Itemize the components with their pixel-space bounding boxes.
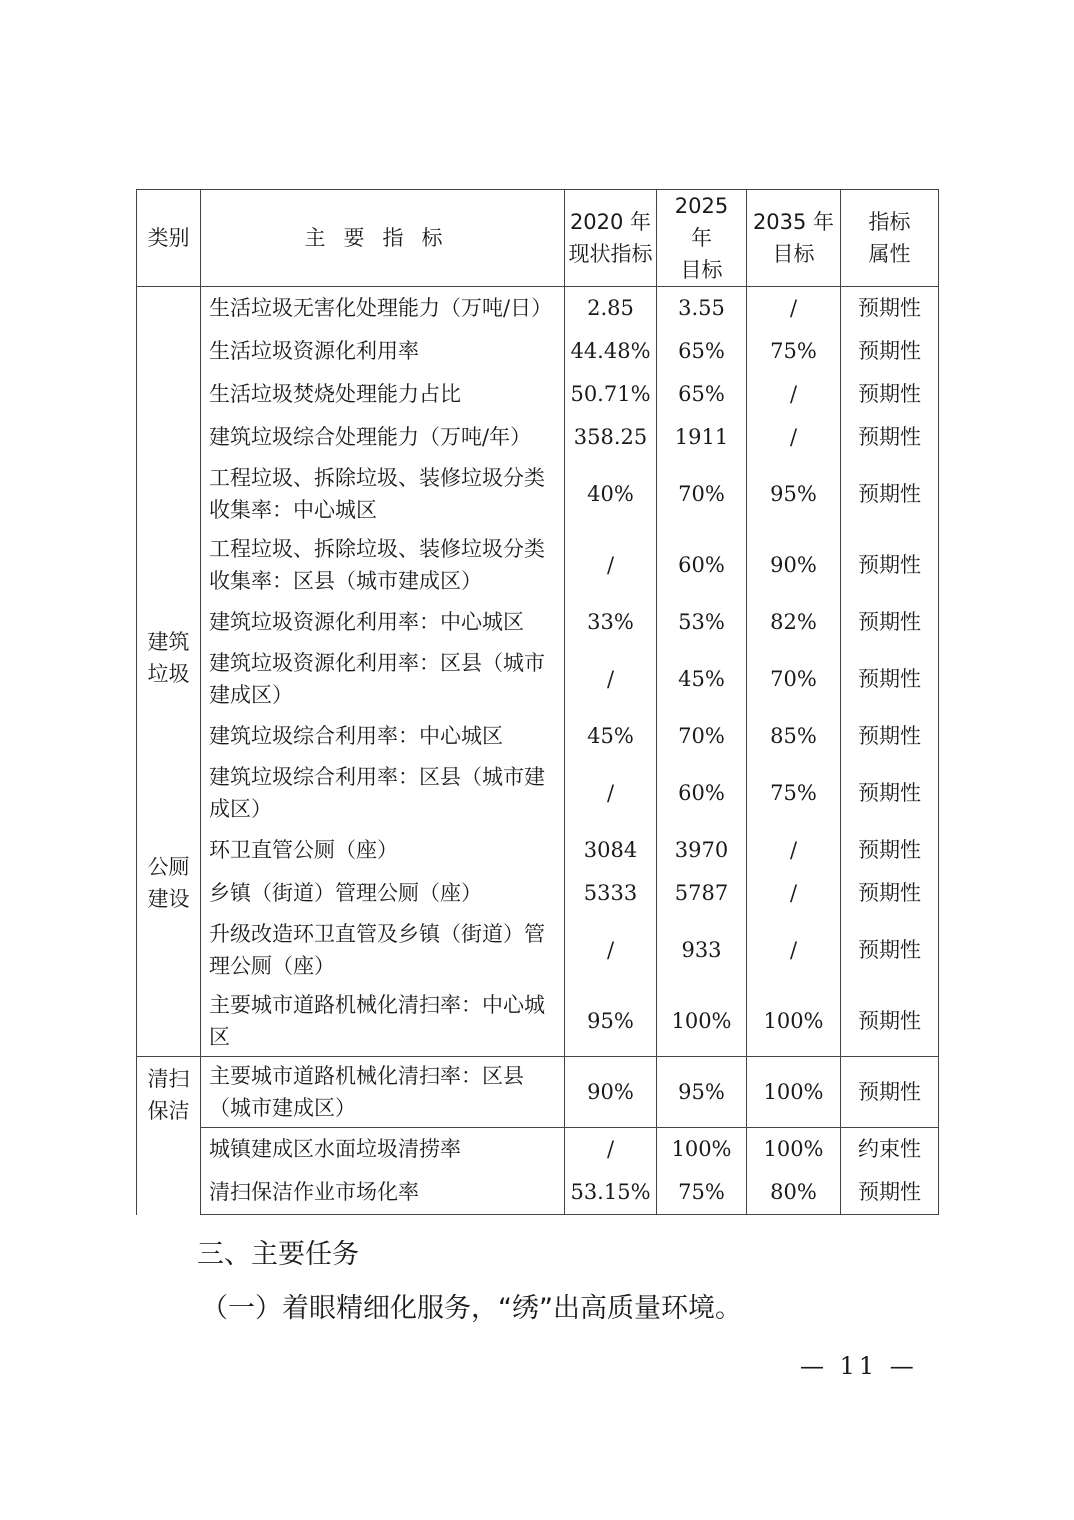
- value-2020: 44.48%: [565, 330, 657, 373]
- indicator-cell: 环卫直管公厕（座）: [201, 829, 565, 872]
- indicator-cell: 生活垃圾无害化处理能力（万吨/日）: [201, 287, 565, 330]
- value-2025: 75%: [657, 1171, 747, 1215]
- attribute-cell: 预期性: [841, 715, 939, 758]
- value-2025: 933: [657, 915, 747, 986]
- value-2035: 82%: [747, 601, 841, 644]
- value-2035: /: [747, 829, 841, 872]
- value-2020: 50.71%: [565, 373, 657, 416]
- value-2035: /: [747, 915, 841, 986]
- value-2025: 3.55: [657, 287, 747, 330]
- value-2020: 5333: [565, 872, 657, 915]
- table-row: [137, 829, 939, 872]
- attribute-cell: 预期性: [841, 601, 939, 644]
- table-header-row: [137, 190, 939, 287]
- attribute-cell: 预期性: [841, 986, 939, 1057]
- attribute-cell: 预期性: [841, 872, 939, 915]
- value-2035: 100%: [747, 986, 841, 1057]
- table-row: [137, 1171, 939, 1215]
- value-2035: 100%: [747, 1128, 841, 1171]
- subsection-heading: （一）着眼精细化服务，“绣”出高质量环境。: [201, 1293, 742, 1324]
- header-indicator: 主要指标: [201, 190, 565, 287]
- indicator-cell: 清扫保洁作业市场化率: [201, 1171, 565, 1215]
- indicator-cell: 建筑垃圾资源化利用率：区县（城市建成区）: [201, 644, 565, 715]
- value-2035: /: [747, 287, 841, 330]
- indicator-cell: 建筑垃圾资源化利用率：中心城区: [201, 601, 565, 644]
- header-category: 类别: [137, 190, 201, 287]
- value-2020: /: [565, 644, 657, 715]
- value-2020: /: [565, 1128, 657, 1171]
- value-2035: 80%: [747, 1171, 841, 1215]
- value-2020: 90%: [565, 1057, 657, 1128]
- indicator-cell: 生活垃圾资源化利用率: [201, 330, 565, 373]
- value-2035: /: [747, 872, 841, 915]
- value-2020: 358.25: [565, 416, 657, 459]
- table-row: [137, 915, 939, 986]
- indicator-table: [136, 189, 939, 1215]
- value-2020: 40%: [565, 459, 657, 530]
- table-row: [137, 530, 939, 601]
- value-2025: 5787: [657, 872, 747, 915]
- table-row: [137, 330, 939, 373]
- attribute-cell: 预期性: [841, 644, 939, 715]
- value-2025: 1911: [657, 416, 747, 459]
- attribute-cell: 约束性: [841, 1128, 939, 1171]
- indicator-cell: 主要城市道路机械化清扫率：中心城区: [201, 986, 565, 1057]
- header-2035: 2035 年 目标: [747, 190, 841, 287]
- indicator-cell: 升级改造环卫直管及乡镇（街道）管理公厕（座）: [201, 915, 565, 986]
- page-number: — 11 —: [800, 1352, 918, 1380]
- value-2020: 95%: [565, 986, 657, 1057]
- header-attribute: 指标 属性: [841, 190, 939, 287]
- value-2025: 60%: [657, 758, 747, 829]
- value-2035: /: [747, 373, 841, 416]
- value-2035: 85%: [747, 715, 841, 758]
- indicator-cell: 建筑垃圾综合处理能力（万吨/年）: [201, 416, 565, 459]
- indicator-cell: 工程垃圾、拆除垃圾、装修垃圾分类收集率：区县（城市建成区）: [201, 530, 565, 601]
- header-2020: 2020 年 现状指标: [565, 190, 657, 287]
- value-2025: 100%: [657, 986, 747, 1057]
- attribute-cell: 预期性: [841, 459, 939, 530]
- table-row: [137, 601, 939, 644]
- category-cleaning: 清扫 保洁: [137, 1057, 201, 1215]
- value-2020: 33%: [565, 601, 657, 644]
- table-row: [137, 416, 939, 459]
- table-row: [137, 644, 939, 715]
- indicator-cell: 主要城市道路机械化清扫率：区县（城市建成区）: [201, 1057, 565, 1128]
- value-2025: 53%: [657, 601, 747, 644]
- indicator-cell: 乡镇（街道）管理公厕（座）: [201, 872, 565, 915]
- table-row: [137, 1057, 939, 1128]
- value-2035: 75%: [747, 330, 841, 373]
- value-2025: 70%: [657, 459, 747, 530]
- attribute-cell: 预期性: [841, 330, 939, 373]
- table-row: [137, 1128, 939, 1171]
- value-2020: /: [565, 915, 657, 986]
- value-2020: 3084: [565, 829, 657, 872]
- value-2020: 2.85: [565, 287, 657, 330]
- value-2025: 65%: [657, 330, 747, 373]
- indicator-cell: 工程垃圾、拆除垃圾、装修垃圾分类收集率：中心城区: [201, 459, 565, 530]
- attribute-cell: 预期性: [841, 530, 939, 601]
- value-2025: 60%: [657, 530, 747, 601]
- attribute-cell: 预期性: [841, 287, 939, 330]
- value-2025: 70%: [657, 715, 747, 758]
- value-2020: 45%: [565, 715, 657, 758]
- indicator-cell: 城镇建成区水面垃圾清捞率: [201, 1128, 565, 1171]
- value-2035: 90%: [747, 530, 841, 601]
- table-row: [137, 459, 939, 530]
- value-2035: 70%: [747, 644, 841, 715]
- table-row: [137, 287, 939, 330]
- attribute-cell: 预期性: [841, 1057, 939, 1128]
- indicator-cell: 建筑垃圾综合利用率：区县（城市建成区）: [201, 758, 565, 829]
- value-2025: 65%: [657, 373, 747, 416]
- attribute-cell: 预期性: [841, 1171, 939, 1215]
- table-row: [137, 758, 939, 829]
- table-row: [137, 373, 939, 416]
- value-2025: 100%: [657, 1128, 747, 1171]
- section-heading: 三、主要任务: [197, 1239, 359, 1270]
- table-row: [137, 986, 939, 1057]
- value-2020: /: [565, 758, 657, 829]
- value-2020: 53.15%: [565, 1171, 657, 1215]
- value-2035: 75%: [747, 758, 841, 829]
- value-2025: 3970: [657, 829, 747, 872]
- table-row: [137, 872, 939, 915]
- indicator-cell: 生活垃圾焚烧处理能力占比: [201, 373, 565, 416]
- value-2035: 95%: [747, 459, 841, 530]
- attribute-cell: 预期性: [841, 758, 939, 829]
- value-2025: 95%: [657, 1057, 747, 1128]
- table-row: [137, 715, 939, 758]
- value-2035: 100%: [747, 1057, 841, 1128]
- value-2020: /: [565, 530, 657, 601]
- attribute-cell: 预期性: [841, 829, 939, 872]
- header-2025: 2025 年 目标: [657, 190, 747, 287]
- value-2025: 45%: [657, 644, 747, 715]
- value-2035: /: [747, 416, 841, 459]
- indicator-cell: 建筑垃圾综合利用率：中心城区: [201, 715, 565, 758]
- category-construction-waste: 建筑 垃圾: [137, 287, 201, 829]
- category-toilet-construction: 公厕 建设: [137, 829, 201, 1057]
- attribute-cell: 预期性: [841, 373, 939, 416]
- indicator-table-container: [136, 189, 938, 1215]
- attribute-cell: 预期性: [841, 915, 939, 986]
- attribute-cell: 预期性: [841, 416, 939, 459]
